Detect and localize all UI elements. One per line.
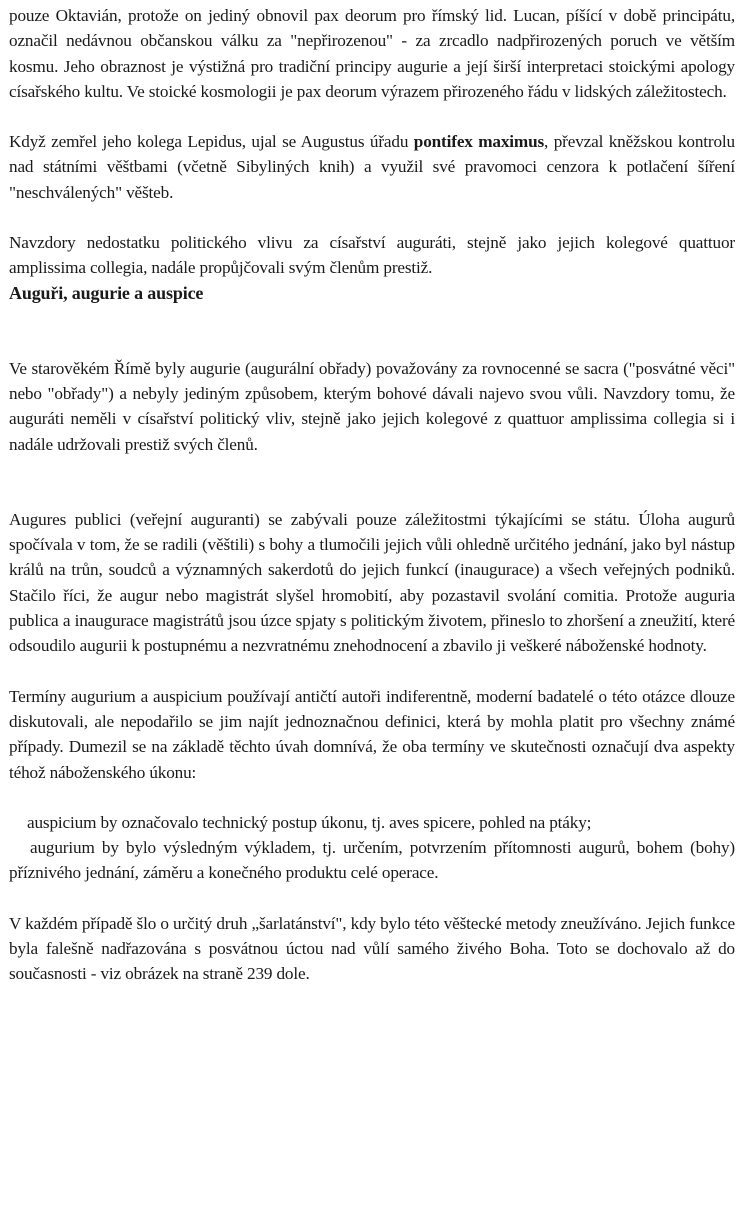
paragraph-prestige: Navzdory nedostatku politického vlivu za císařství auguráti, stejně jako jejich kolegové quattuor amplissima collegia, nadále propůjčovali svým členům prestiž. <box>9 233 735 278</box>
pontifex-maximus-bold: pontifex maximus <box>413 132 545 152</box>
paragraph-augustus-end: , převzal kněžskou kontrolu nad státními věštbami (včetně Sibyliných knih) a využil své pravomoci cenzora k potlačení šíření "neschválených" věšteb. <box>9 132 735 202</box>
paragraph-augurie: Ve starověkém Římě byly augurie (augurální obřady) považovány za rovnocenné se sacra ("posvátné věci" nebo "obřady") a nebyly jediným způsobem, kterým bohové dávali najevo svou vůli. Navzdory tomu, že auguráti neměli v císařství politický vliv, stejně jako jejich kolegové z quattuor amplissima collegia si i nadále udržovali prestiž svých členů. <box>9 358 735 454</box>
paragraph-terminy: Termíny augurium a auspicium používají antičtí autoři indiferentně, moderní badatelé o této otázce dlouze diskutovali, ale nepodařilo se jim najít jednoznačnou definici, která by mohla platit pro všechny známé případy. Dumezil se na základě těchto úvah domnívá, že oba termíny ve skutečnosti označují dva aspekty téhož náboženského úkonu: <box>9 686 735 782</box>
paragraph-sarlatanstvi: V každém případě šlo o určitý druh „šarlatánství", kdy bylo této věštecké metody zneužíváno. Jejich funkce byla falešně nadřazována s posvátnou úctou nad vůlí samého živého Boha. Toto se dochovalo až do současnosti - viz obrázek na straně 239 dole. <box>9 913 735 984</box>
paragraph-augustus-start: Když zemřel jeho kolega Lepidus, ujal se Augustus úřadu <box>9 132 414 152</box>
list-item-auspicium: auspicium by označovalo technický postup úkonu, tj. aves spicere, pohled na ptáky; <box>27 812 592 832</box>
section-heading: Auguři, augurie a auspice <box>9 282 204 303</box>
document-page <box>9 3 735 987</box>
paragraph-augustus <box>9 129 735 205</box>
paragraph-pax-deorum: pouze Oktavián, protože on jediný obnovil pax deorum pro římský lid. Lucan, píšící v době principátu, označil nedávnou občanskou válku za "nepřirozenou" - za zrcadlo nadpřirozených poruch ve větším kosmu. Jeho obraznost je výstižná pro tradiční principy augurie a její širší interpretaci stoickými apology císařského kultu. Ve stoické kosmologii je pax deorum výrazem přirozeného řádu v lidských záležitostech. <box>9 6 735 101</box>
paragraph-augures-publici: Augures publici (veřejní auguranti) se zabývali pouze záležitostmi týkajícími se státu. Úloha augurů spočívala v tom, že se radili (věštili) s bohy a tlumočili jejich vůli ohledně určitého jednání, jako byl nástup králů na trůn, soudců a významných sakerdotů do jejich funkcí (inaugurace) a všech veřejných podniků. Stačilo říci, že augur nebo magistrát slyšel hromobití, aby pozastavil svolání comitia. Protože auguria publica a inaugurace magistrátů jsou úzce spjaty s politickým životem, přineslo to zhoršení a zneužití, které odsoudilo augurii k postupnému a nezvratnému znehodnocení a zbavilo ji veškeré náboženské hodnoty. <box>9 509 735 656</box>
list-item-augurium: augurium by bylo výsledným výkladem, tj. určením, potvrzením přítomnosti augurů, bohem (bohy) příznivého jednání, záměru a konečného produktu celé operace. <box>9 838 735 883</box>
